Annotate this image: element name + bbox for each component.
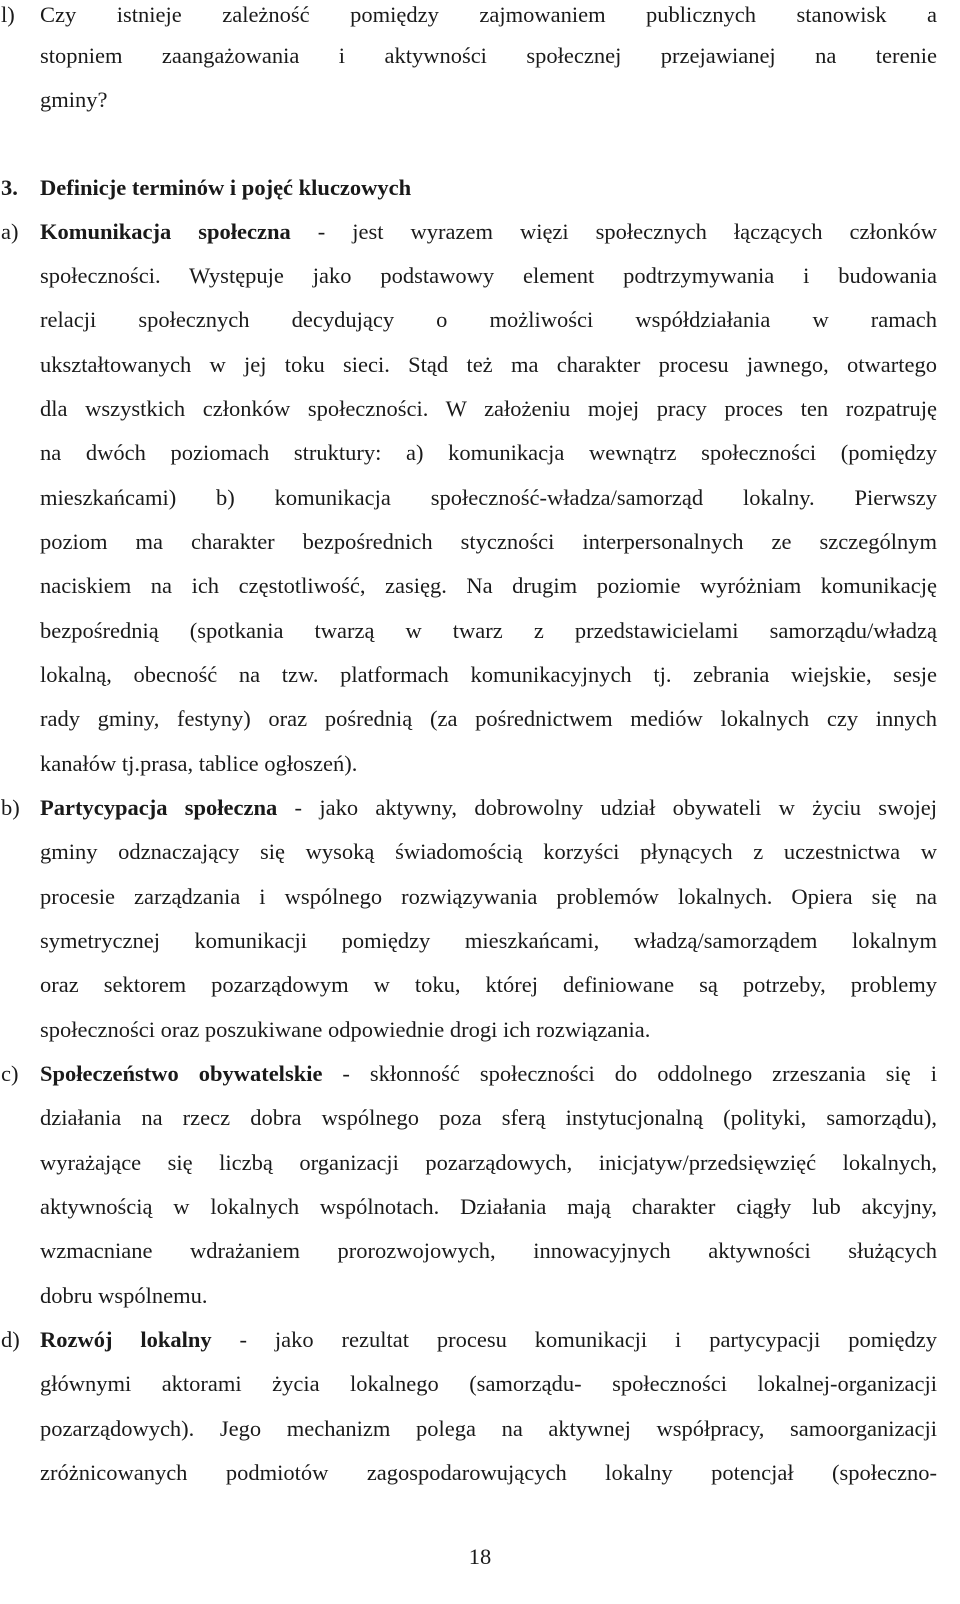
section-number: 3. [1,175,18,200]
def-c-line: wyrażające się liczbą organizacji pozarządowych, inicjatyw/przedsięwzięć lokalnych, [40,1150,937,1175]
list-marker-c: c) [1,1061,19,1086]
def-a-line: dla wszystkich członków społeczności. W założeniu mojej pracy proces ten rozpatruję [40,396,937,421]
def-a-line: społeczności. Występuje jako podstawowy element podtrzymywania i budowania [40,263,937,288]
item-l-line: Czy istnieje zależność pomiędzy zajmowaniem publicznych stanowisk a [40,2,937,27]
def-a-line: rady gminy, festyny) oraz pośrednią (za pośrednictwem mediów lokalnych czy innych [40,706,937,731]
list-marker-a: a) [1,219,19,244]
def-a-line: bezpośrednią (spotkania twarzą w twarz z przedstawicielami samorządu/władzą [40,618,937,643]
def-a-term: Komunikacja społeczna [40,219,291,244]
def-a-line: kanałów tj.prasa, tablice ogłoszeń). [40,751,358,776]
def-b-line: symetrycznej komunikacji pomiędzy mieszkańcami, władzą/samorządem lokalnym [40,928,937,953]
def-b-term: Partycypacja społeczna [40,795,278,820]
def-b-line: społeczności oraz poszukiwane odpowiednie drogi ich rozwiązania. [40,1017,651,1042]
section-title: Definicje terminów i pojęć kluczowych [40,175,412,200]
def-a-line: naciskiem na ich częstotliwość, zasięg. Na drugim poziomie wyróżniam komunikację [40,573,937,598]
def-a-line: ukształtowanych w jej toku sieci. Stąd też ma charakter procesu jawnego, otwartego [40,352,937,377]
def-a-first-line [40,217,937,247]
def-d-first-line [40,1325,937,1355]
list-marker-d: d) [1,1327,20,1352]
list-marker-b: b) [1,795,20,820]
def-a-line: mieszkańcami) b) komunikacja społeczność-władza/samorząd lokalny. Pierwszy [40,485,937,510]
def-c-first-rest: - skłonność społeczności do oddolnego zrzeszania się i [322,1061,937,1086]
def-a-first-rest: - jest wyrazem więzi społecznych łączących członków [290,219,938,244]
def-c-line: działania na rzecz dobra wspólnego poza sferą instytucjonalną (polityki, samorządu), [40,1105,937,1130]
def-d-line: głównymi aktorami życia lokalnego (samorządu- społeczności lokalnej-organizacji [40,1371,937,1396]
def-b-line: procesie zarządzania i wspólnego rozwiązywania problemów lokalnych. Opiera się na [40,884,937,909]
def-d-line: pozarządowych). Jego mechanizm polega na aktywnej współpracy, samoorganizacji [40,1416,937,1441]
item-l-line: stopniem zaangażowania i aktywności społecznej przejawianej na terenie [40,43,937,68]
def-c-line: aktywnością w lokalnych wspólnotach. Działania mają charakter ciągły lub akcyjny, [40,1194,937,1219]
page-number: 18 [468,1544,492,1569]
def-c-line: dobru wspólnemu. [40,1283,208,1308]
def-c-term: Społeczeństwo obywatelskie [40,1061,323,1086]
def-d-term: Rozwój lokalny [40,1327,212,1352]
def-a-line: lokalną, obecność na tzw. platformach komunikacyjnych tj. zebrania wiejskie, sesje [40,662,937,687]
def-a-line: na dwóch poziomach struktury: a) komunikacja wewnątrz społeczności (pomiędzy [40,440,937,465]
def-b-first-line [40,793,937,823]
list-marker-l: l) [1,2,15,27]
def-d-line: zróżnicowanych podmiotów zagospodarowujących lokalny potencjał (społeczno- [40,1460,937,1485]
def-a-line: relacji społecznych decydujący o możliwości współdziałania w ramach [40,307,937,332]
def-b-line: gminy odznaczający się wysoką świadomością korzyści płynących z uczestnictwa w [40,839,937,864]
def-b-first-rest: - jako aktywny, dobrowolny udział obywateli w życiu swojej [277,795,937,820]
def-b-line: oraz sektorem pozarządowym w toku, której definiowane są potrzeby, problemy [40,972,937,997]
def-c-line: wzmacniane wdrażaniem prorozwojowych, innowacyjnych aktywności służących [40,1238,937,1263]
def-d-first-rest: - jako rezultat procesu komunikacji i partycypacji pomiędzy [211,1327,937,1352]
item-l-line: gminy? [40,87,108,112]
def-c-first-line [40,1059,937,1089]
def-a-line: poziom ma charakter bezpośrednich styczności interpersonalnych ze szczególnym [40,529,937,554]
